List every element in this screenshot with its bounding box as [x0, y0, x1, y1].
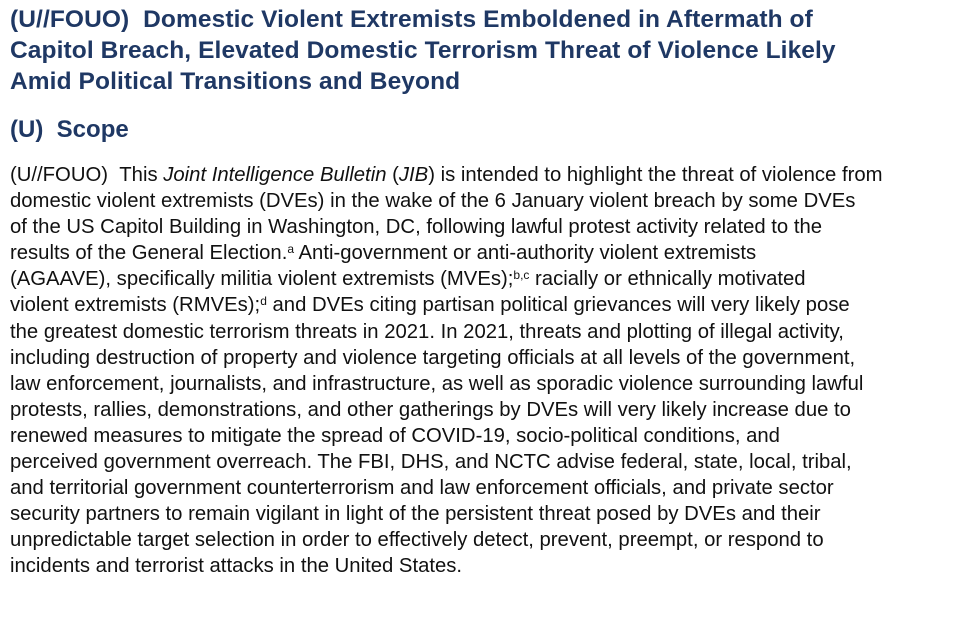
paragraph-line-4: [10, 240, 972, 266]
bulletin-title: [10, 0, 972, 97]
publication-name-italic: Joint Intelligence Bulletin: [163, 164, 387, 186]
paragraph-text: (: [386, 164, 399, 186]
paragraph-text: violent extremists (RMVEs);: [10, 294, 261, 317]
paragraph-line-13: and territorial government counterterrorism and law enforcement officials, and private sector: [10, 477, 834, 500]
title-classification-marking: (U//FOUO): [10, 6, 130, 33]
paragraph-line-6: [10, 292, 972, 318]
paragraph-line-2: domestic violent extremists (DVEs) in the wake of the 6 January violent breach by some DVEs: [10, 190, 856, 213]
paragraph-text: racially or ethnically motivated: [529, 268, 806, 291]
paragraph-text: Anti-government or anti-authority violent extremists: [294, 242, 757, 265]
paragraph-line-10: protests, rallies, demonstrations, and other gatherings by DVEs will very likely increase due to: [10, 398, 851, 421]
paragraph-line-5: [10, 266, 972, 292]
paragraph-line-8: including destruction of property and violence targeting officials at all levels of the government,: [10, 346, 856, 369]
title-text-line-3: Amid Political Transitions and Beyond: [10, 68, 461, 95]
paragraph-line-11: renewed measures to mitigate the spread of COVID-19, socio-political conditions, and: [10, 424, 780, 447]
title-text-line-2: Capitol Breach, Elevated Domestic Terrorism Threat of Violence Likely: [10, 37, 836, 64]
title-text-line-1: Domestic Violent Extremists Emboldened in Aftermath of: [143, 6, 813, 33]
footnote-marker: a: [287, 242, 295, 257]
paragraph-line-9: law enforcement, journalists, and infrastructure, as well as sporadic violence surrounding lawful: [10, 372, 864, 395]
paragraph-line-14: security partners to remain vigilant in light of the persistent threat posed by DVEs and their: [10, 503, 821, 526]
paragraph-line-1: [10, 162, 972, 188]
section-heading-scope: [10, 115, 972, 145]
title-line-1: [10, 4, 972, 35]
paragraph-text: and DVEs citing partisan political grievances will very likely pose: [266, 294, 850, 317]
scope-paragraph: [10, 162, 972, 580]
paragraph-text: This: [119, 164, 164, 186]
paragraph-classification-marking: (U//FOUO): [10, 164, 109, 186]
paragraph-line-7: the greatest domestic terrorism threats in 2021. In 2021, threats and plotting of illegal activity,: [10, 320, 844, 343]
footnote-marker: d: [260, 294, 267, 309]
paragraph-line-3: of the US Capitol Building in Washington, DC, following lawful protest activity related to the: [10, 216, 823, 239]
paragraph-line-16: incidents and terrorist attacks in the United States.: [10, 555, 463, 578]
section-heading-text: Scope: [56, 116, 129, 143]
document-page: [10, 0, 972, 580]
paragraph-line-12: perceived government overreach. The FBI, DHS, and NCTC advise federal, state, local, tribal,: [10, 451, 852, 474]
footnote-marker: b,c: [513, 268, 530, 283]
paragraph-text: results of the General Election.: [10, 242, 288, 265]
publication-abbrev-italic: JIB: [398, 164, 429, 186]
paragraph-text: ) is intended to highlight the threat of violence from: [428, 164, 883, 186]
paragraph-text: (AGAAVE), specifically militia violent extremists (MVEs);: [10, 268, 514, 291]
paragraph-line-15: unpredictable target selection in order to effectively detect, prevent, preempt, or respond to: [10, 529, 824, 552]
section-classification-marking: (U): [10, 116, 44, 143]
